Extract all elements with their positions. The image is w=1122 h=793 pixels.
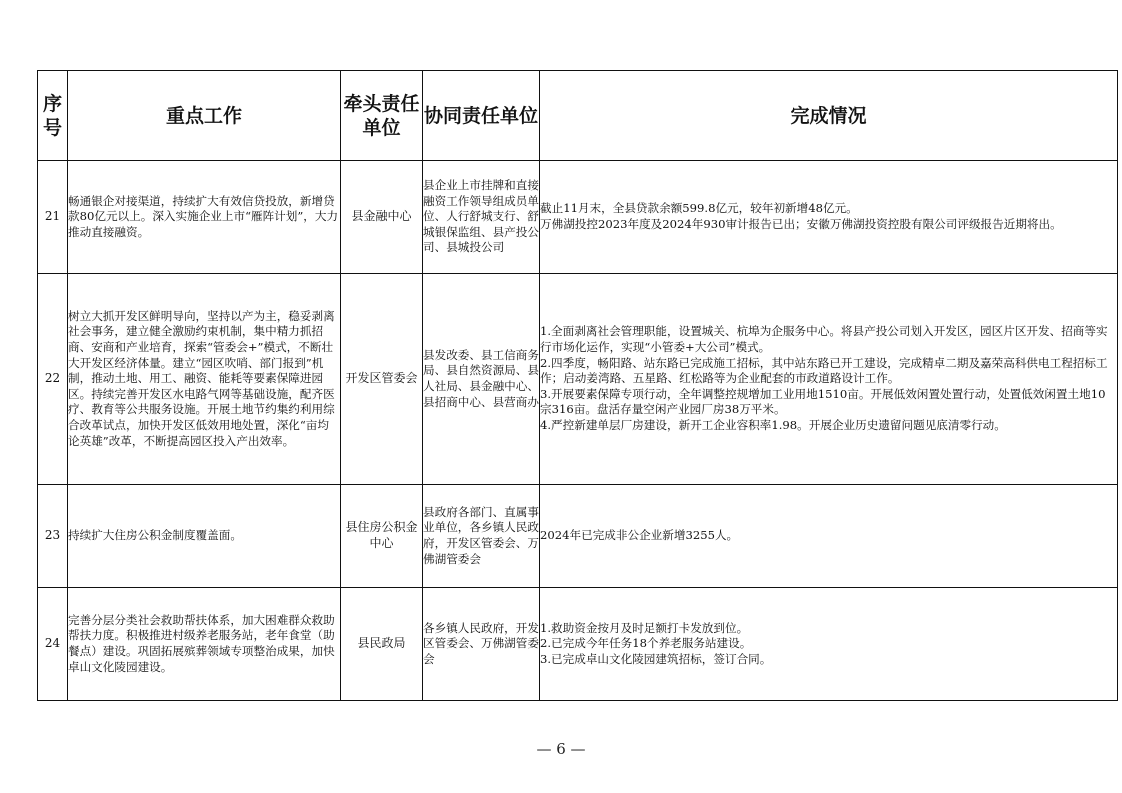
- status-line: 2.四季度，畅阳路、站东路已完成施工招标，其中站东路已开工建设，完成精卓二期及嘉荣高科供电工程招标工作；启动姜湾路、五星路、红松路等为企业配套的市政道路设计工作。: [540, 355, 1108, 386]
- row-lead-unit: 开发区管委会: [341, 274, 423, 485]
- row-status: [540, 274, 1118, 485]
- work-progress-table: [37, 70, 1118, 701]
- header-lead: 牵头责任单位: [341, 71, 423, 161]
- row-seq: 21: [38, 161, 68, 274]
- table-row: [38, 485, 1118, 588]
- row-lead-unit: 县住房公积金中心: [341, 485, 423, 588]
- row-task: 持续扩大住房公积金制度覆盖面。: [68, 485, 341, 588]
- status-line: 1.全面剥离社会管理职能，设置城关、杭埠为企服务中心。将县产投公司划入开发区，园区片区开发、招商等实行市场化运作，实现“小管委+大公司”模式。: [540, 324, 1108, 355]
- header-assist: 协同责任单位: [423, 71, 540, 161]
- status-line: 2024年已完成非公企业新增3255人。: [540, 528, 739, 543]
- row-seq: 23: [38, 485, 68, 588]
- header-task: 重点工作: [68, 71, 341, 161]
- row-status: [540, 485, 1118, 588]
- status-line: 1.救助资金按月及时足额打卡发放到位。: [540, 620, 749, 635]
- status-line: 3.开展要素保障专项行动，全年调整控规增加工业用地1510亩。开展低效闲置处置行动，处置低效闲置土地10宗316亩。盘活存量空闲产业园厂房38万平米。: [540, 386, 1106, 417]
- row-task: 完善分层分类社会救助帮扶体系，加大困难群众救助帮扶力度。积极推进村级养老服务站，老年食堂（助餐点）建设。巩固拓展殡葬领域专项整治成果，加快卓山文化陵园建设。: [68, 588, 341, 701]
- status-line: 万佛湖投控2023年度及2024年930审计报告已出；安徽万佛湖投资控股有限公司评级报告近期将出。: [540, 217, 1062, 231]
- status-line: 截止11月末，全县贷款余额599.8亿元，较年初新增48亿元。: [540, 201, 858, 216]
- status-line: 2.已完成今年任务18个养老服务站建设。: [540, 636, 752, 651]
- row-assist-units: 县发改委、县工信商务局、县自然资源局、县人社局、县金融中心、县招商中心、县营商办: [423, 274, 540, 485]
- row-task: 畅通银企对接渠道，持续扩大有效信贷投放，新增贷款80亿元以上。深入实施企业上市“雁阵计划”，大力推动直接融资。: [68, 161, 341, 274]
- status-line: 3.已完成卓山文化陵园建筑招标，签订合同。: [540, 651, 772, 666]
- row-seq: 24: [38, 588, 68, 701]
- table-row: [38, 588, 1118, 701]
- header-status: 完成情况: [540, 71, 1118, 161]
- header-seq: 序号: [38, 71, 68, 161]
- row-task: 树立大抓开发区鲜明导向，坚持以产为主，稳妥剥离社会事务，建立健全激励约束机制，集中精力抓招商、安商和产业培育，探索“管委会+”模式，不断壮大开发区经济体量。建立“园区吹哨、部门报到”机制，推动土地、用工、融资、能耗等要素保障进园区。持续完善开发区水电路气网等基础设施，配齐医疗、教育等公共服务设施。开展土地节约集约利用综合改革试点，加快开发区低效用地处置，深化“亩均论英雄”改革，不断提高园区投入产出效率。: [68, 274, 341, 485]
- status-line: 4.严控新建单层厂房建设，新开工企业容积率1.98。开展企业历史遗留问题见底清零行动。: [540, 417, 1006, 432]
- page-number: — 6 —: [536, 740, 586, 758]
- row-seq: 22: [38, 274, 68, 485]
- row-assist-units: 县企业上市挂牌和直接融资工作领导组成员单位、人行舒城支行、舒城银保监组、县产投公司、县城投公司: [423, 161, 540, 274]
- row-assist-units: 县政府各部门、直属事业单位，各乡镇人民政府，开发区管委会、万佛湖管委会: [423, 485, 540, 588]
- row-assist-units: 各乡镇人民政府，开发区管委会、万佛湖管委会: [423, 588, 540, 701]
- row-status: [540, 161, 1118, 274]
- table-row: [38, 161, 1118, 274]
- table-header-row: [38, 71, 1118, 161]
- row-status: [540, 588, 1118, 701]
- row-lead-unit: 县金融中心: [341, 161, 423, 274]
- row-lead-unit: 县民政局: [341, 588, 423, 701]
- table-row: [38, 274, 1118, 485]
